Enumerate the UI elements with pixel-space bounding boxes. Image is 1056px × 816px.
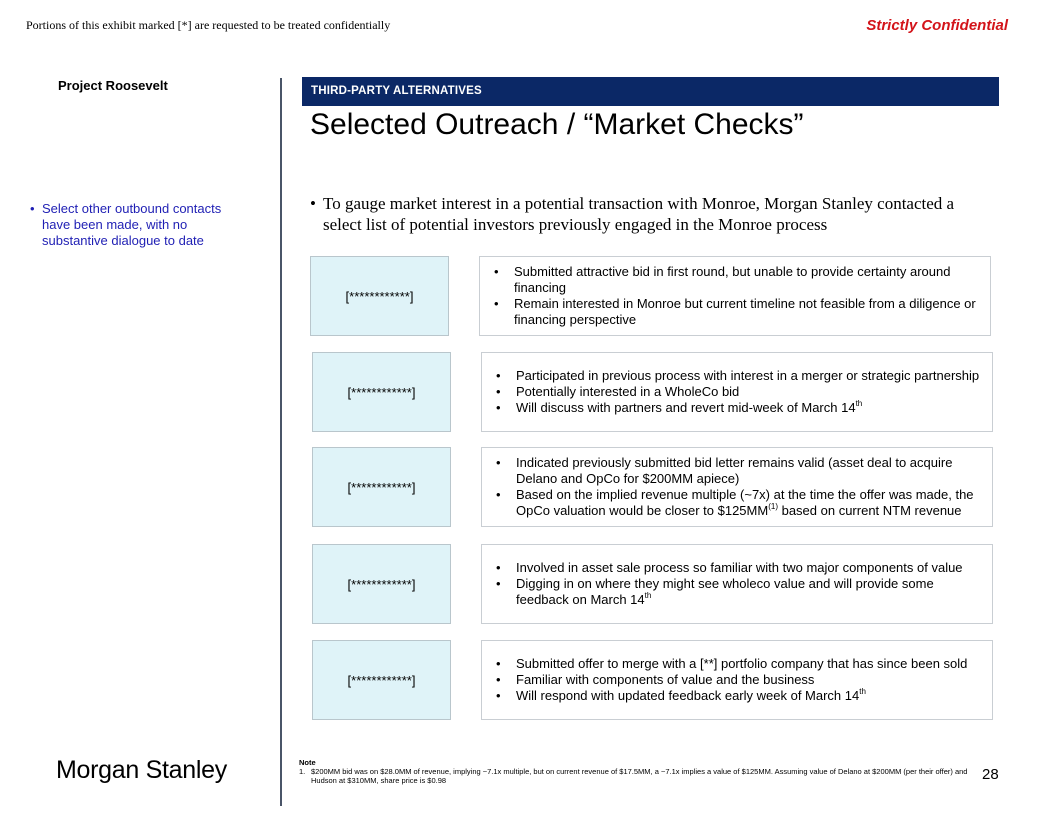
investor-detail-box bbox=[479, 256, 991, 336]
detail-bullet bbox=[496, 688, 984, 704]
confidential-treatment-note: Portions of this exhibit marked [*] are requested to be treated confidentially bbox=[26, 18, 391, 32]
detail-text-main: Will respond with updated feedback early week of March 14 bbox=[516, 688, 860, 703]
detail-bullet bbox=[496, 455, 984, 487]
investor-label-box bbox=[312, 352, 451, 432]
detail-text: Submitted offer to merge with a [**] portfolio company that has since been sold bbox=[516, 656, 968, 671]
detail-text bbox=[516, 576, 984, 608]
investor-detail-box bbox=[481, 352, 993, 432]
bullet-icon: • bbox=[494, 296, 499, 311]
investor-detail-box bbox=[481, 640, 993, 720]
investor-label-box bbox=[310, 256, 449, 336]
detail-bullet bbox=[496, 487, 984, 519]
investor-detail-box bbox=[481, 544, 993, 624]
detail-bullet bbox=[494, 296, 982, 328]
bullet-icon: • bbox=[30, 201, 35, 216]
section-banner: THIRD-PARTY ALTERNATIVES bbox=[302, 77, 999, 106]
sidebar-bullet-text: Select other outbound contacts have been made, with no substantive dialogue to date bbox=[42, 201, 222, 248]
strictly-confidential-label: Strictly Confidential bbox=[866, 17, 1008, 34]
project-name: Project Roosevelt bbox=[58, 78, 168, 93]
superscript: th bbox=[644, 591, 652, 600]
investor-name: [************] bbox=[347, 576, 416, 592]
detail-text: Involved in asset sale process so familiar with two major components of value bbox=[516, 560, 963, 575]
bullet-icon: • bbox=[496, 400, 501, 415]
detail-bullet bbox=[496, 656, 984, 672]
detail-text bbox=[516, 688, 866, 704]
detail-text bbox=[516, 400, 862, 416]
bullet-icon: • bbox=[494, 264, 499, 279]
sidebar-bullet bbox=[30, 201, 240, 249]
detail-text-main: Digging in on where they might see wholeco value and will provide some feedback on March 14 bbox=[516, 576, 934, 607]
bullet-icon: • bbox=[496, 688, 501, 703]
investor-name: [************] bbox=[347, 672, 416, 688]
bullet-icon: • bbox=[496, 368, 501, 383]
intro-text: To gauge market interest in a potential transaction with Monroe, Morgan Stanley contacted a select list of potential investors previously engaged in the Monroe process bbox=[323, 194, 955, 234]
superscript: th bbox=[859, 687, 866, 696]
investor-label-box bbox=[312, 640, 451, 720]
detail-text bbox=[516, 487, 984, 519]
detail-text-main: Based on the implied revenue multiple (~7x) at the time the offer was made, the OpCo valuation would be closer to $125MM bbox=[516, 487, 974, 518]
investor-label-box bbox=[312, 544, 451, 624]
bullet-icon: • bbox=[496, 656, 501, 671]
bullet-icon: • bbox=[496, 672, 501, 687]
vertical-divider bbox=[280, 78, 282, 806]
detail-bullet bbox=[496, 672, 984, 688]
investor-name: [************] bbox=[345, 288, 414, 304]
detail-bullet bbox=[494, 264, 982, 296]
investor-name: [************] bbox=[347, 479, 416, 495]
footnote-block bbox=[299, 758, 979, 785]
investor-detail-box bbox=[481, 447, 993, 527]
intro-paragraph bbox=[310, 193, 990, 235]
bullet-icon: • bbox=[496, 455, 501, 470]
footnote-number: 1. bbox=[299, 767, 306, 776]
detail-text-main: Will discuss with partners and revert mid-week of March 14 bbox=[516, 400, 856, 415]
detail-bullet bbox=[496, 384, 984, 400]
detail-text: Potentially interested in a WholeCo bid bbox=[516, 384, 740, 399]
bullet-icon: • bbox=[496, 487, 501, 502]
footnote-marker: (1) bbox=[768, 502, 778, 511]
page-title: Selected Outreach / “Market Checks” bbox=[310, 108, 804, 141]
footnote-text: $200MM bid was on $28.0MM of revenue, implying ~7.1x multiple, but on current revenue of $17.5MM, a ~7.1x implies a value of $125MM. Assuming value of Delano at $200MM (per their offer) and Hudson at $310MM, share price is $0.98 bbox=[311, 767, 968, 785]
detail-text: Participated in previous process with interest in a merger or strategic partnership bbox=[516, 368, 980, 383]
bullet-icon: • bbox=[496, 576, 501, 591]
bullet-icon: • bbox=[496, 384, 501, 399]
detail-text: Submitted attractive bid in first round, but unable to provide certainty around financing bbox=[514, 264, 951, 295]
investor-name: [************] bbox=[347, 384, 416, 400]
detail-text: Familiar with components of value and the business bbox=[516, 672, 815, 687]
footnote-item bbox=[299, 767, 979, 785]
detail-bullet bbox=[496, 400, 984, 416]
detail-text: Remain interested in Monroe but current timeline not feasible from a diligence or financing perspective bbox=[514, 296, 976, 327]
detail-text: Indicated previously submitted bid letter remains valid (asset deal to acquire Delano and OpCo for $200MM apiece) bbox=[516, 455, 953, 486]
bullet-icon: • bbox=[496, 560, 501, 575]
footnote-title: Note bbox=[299, 758, 316, 767]
detail-bullet bbox=[496, 576, 984, 608]
detail-bullet bbox=[496, 368, 984, 384]
detail-text-tail: based on current NTM revenue bbox=[777, 503, 962, 518]
bullet-icon: • bbox=[310, 194, 316, 213]
superscript: th bbox=[855, 399, 863, 408]
investor-label-box bbox=[312, 447, 451, 527]
page-number: 28 bbox=[982, 766, 999, 783]
company-logo: Morgan Stanley bbox=[56, 756, 227, 784]
detail-bullet bbox=[496, 560, 984, 576]
